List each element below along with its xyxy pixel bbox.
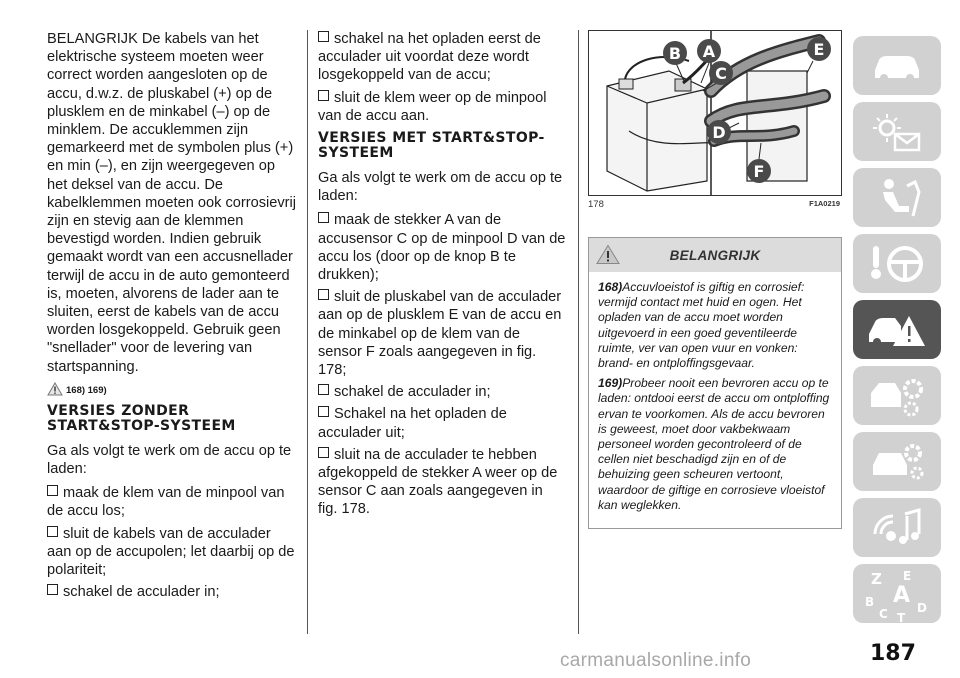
callout-badge-e <box>807 37 831 61</box>
callout-badge-f <box>747 159 771 183</box>
checkbox-bullet-icon <box>318 212 329 223</box>
svg-text:C: C <box>879 606 888 621</box>
tab-in-an-emergency[interactable] <box>853 300 941 359</box>
svg-text:A: A <box>702 42 716 61</box>
checkbox-bullet-icon <box>318 406 329 417</box>
tab-multimedia[interactable] <box>853 498 941 557</box>
bullet-item: maak de stekker A van de accusensor C op de minpool D van de accu los (door op de knop B te drukken); <box>318 212 566 284</box>
intro-paragraph: BELANGRIJK De kabels van het elektrische systeem moeten weer correct worden aangesloten op de accu, d.w.z. de pluskabel (+) op de plusklem en de minkabel (–) op de minklem. De accuklemmen zijn gemarkeerd met de symbolen plus (+) en min (–), en zijn weergegeven op het deksel van de accu. De kabelklemmen moeten ook corrosievrij zijn en stevig aan de klemmen bevestigd worden. Indien gebruik gemaakt wordt van een accusnellader terwijl de accu in de auto gemonteerd is, moeten, alvorens de lader aan te sluiten, eerst de kabels van de accu worden losgekoppeld. Gebruik geen "snellader" voor de levering van startspanning. <box>47 31 297 375</box>
section-heading-without-startstop: VERSIES ZONDER START&STOP-SYSTEEM <box>47 402 236 434</box>
column-divider <box>578 30 579 634</box>
warning-triangle-icon <box>47 382 63 396</box>
callout-badge-d <box>707 120 731 144</box>
airbag-seat-icon <box>869 176 925 220</box>
warning-item: 169)Probeer nooit een bevroren accu op te laden: ontdooi eerst de accu om ontploffing ervan te voorkomen. Als de accu bevroren is geweest, moet door vakbekwaam personeel worden gecontroleerd of de cellen niet beschadigd zijn en of de behuizing geen scheuren vertoont, waardoor de giftige en corrosieve vloeistof kan weglekken. <box>598 376 830 512</box>
maintenance-icon <box>867 373 927 419</box>
battery-figure <box>588 30 842 196</box>
svg-text:D: D <box>917 600 927 615</box>
warning-box <box>588 237 842 529</box>
column-right <box>588 30 840 529</box>
svg-text:E: E <box>813 40 825 59</box>
checkbox-bullet-icon <box>47 584 58 595</box>
checkbox-bullet-icon <box>47 526 58 537</box>
warning-triangle-icon <box>596 244 620 265</box>
checkbox-bullet-icon <box>318 289 329 300</box>
warning-lights-icon <box>869 112 925 152</box>
section-lead: Ga als volgt te werk om de accu op te laden: <box>47 442 292 478</box>
section-lead: Ga als volgt te werk om de accu op te laden: <box>318 170 563 205</box>
figure-code: F1A0219 <box>809 199 840 208</box>
svg-text:F: F <box>753 162 765 181</box>
bullet-item: schakel de acculader in; <box>47 583 297 601</box>
tab-index[interactable] <box>853 564 941 623</box>
tab-technical-data[interactable] <box>853 432 941 491</box>
figure-caption <box>588 199 840 210</box>
watermark: carmanualsonline.info <box>560 650 752 671</box>
bullet-item: sluit de klem weer op de minpool van de accu aan. <box>318 89 547 124</box>
warning-references <box>47 382 297 396</box>
svg-text:T: T <box>897 610 906 622</box>
bullet-item: sluit de kabels van de acculader aan op de accupolen; let daarbij op de polariteit; <box>47 525 295 579</box>
section-heading-with-startstop: VERSIES MET START&STOP-SYSTEEM <box>318 130 545 162</box>
checkbox-bullet-icon <box>318 90 329 101</box>
reference-numbers: 168) 169) <box>66 384 107 396</box>
checkbox-bullet-icon <box>318 447 329 458</box>
warning-body <box>589 272 841 528</box>
checkbox-bullet-icon <box>318 31 329 42</box>
tab-servicing-maintenance[interactable] <box>853 366 941 425</box>
checkbox-bullet-icon <box>318 384 329 395</box>
bullet-item: schakel na het opladen eerst de acculader uit voordat deze wordt losgekoppeld van de accu; <box>318 31 541 84</box>
figure-number: 178 <box>588 199 604 210</box>
column-left <box>47 30 297 605</box>
car-icon <box>869 48 925 84</box>
warning-title: BELANGRIJK <box>669 247 761 263</box>
specifications-icon <box>867 439 927 485</box>
svg-text:C: C <box>715 64 727 83</box>
checkbox-bullet-icon <box>47 485 58 496</box>
battery-illustration <box>589 31 841 195</box>
chapter-tabs <box>853 36 941 630</box>
tab-safety[interactable] <box>853 168 941 227</box>
warning-header <box>589 238 841 272</box>
warning-item: 168)Accuvloeistof is giftig en corrosief: vermijd contact met huid en ogen. Het opladen van de accu moet worden uitgevoerd in een goed geventileerde ruimte, ver van open vuur en vonken: brand- en ontploffingsgevaar. <box>598 280 805 371</box>
bullet-item: sluit na de acculader te hebben afgekoppeld de stekker A weer op de sensor C aan zoals aangegeven in fig. 178. <box>318 446 558 518</box>
callout-badge-a <box>697 39 721 63</box>
index-icon <box>857 566 937 622</box>
page-number: 187 <box>870 641 916 666</box>
column-middle <box>318 30 566 523</box>
svg-text:A: A <box>893 582 911 608</box>
breakdown-icon <box>865 308 929 352</box>
tab-warning-lights[interactable] <box>853 102 941 161</box>
svg-text:Z: Z <box>871 569 882 588</box>
svg-text:B: B <box>668 44 682 63</box>
bullet-item: Schakel na het opladen de acculader uit; <box>318 406 507 441</box>
tab-starting-driving[interactable] <box>853 234 941 293</box>
svg-text:E: E <box>903 568 912 583</box>
bullet-item: maak de klem van de minpool van de accu los; <box>47 485 285 520</box>
bullet-item: sluit de pluskabel van de acculader aan op de plusklem E van de accu en de minkabel op de klem van de sensor F zoals aangegeven in fig. 178; <box>318 289 562 379</box>
svg-text:D: D <box>712 123 726 142</box>
column-divider <box>307 30 308 634</box>
callout-badge-b <box>663 41 687 65</box>
bullet-item: schakel de acculader in; <box>318 383 566 401</box>
steering-wheel-icon <box>867 242 927 286</box>
svg-text:B: B <box>865 594 875 609</box>
multimedia-icon <box>867 504 927 552</box>
tab-knowing-your-car[interactable] <box>853 36 941 95</box>
callout-badge-c <box>709 61 733 85</box>
